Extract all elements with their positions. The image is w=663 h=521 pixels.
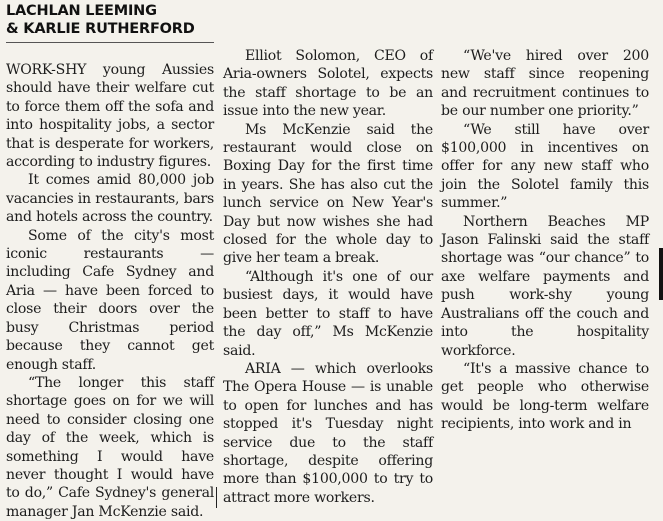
paragraph: “The longer this staff shortage goes on for we will need to consider closing one day of the week, which is something I would have never thought I would have to do,” Cafe Sydney's general manager Jan McKenzie said. xyxy=(6,374,214,520)
article-column-3 xyxy=(441,47,649,434)
byline-author-2: & KARLIE RUTHERFORD xyxy=(6,21,195,37)
byline-rule xyxy=(6,42,214,43)
paragraph: “It's a massive chance to get people who otherwise would be long-term welfare recipients, into work and in xyxy=(441,360,649,433)
byline xyxy=(6,2,195,38)
paragraph: “We still have over $100,000 in incentives on offer for any new staff who join the Solotel family this summer.” xyxy=(441,121,649,212)
paragraph: ARIA — which overlooks The Opera House — is unable to open for lunches and has stopped it's Tuesday night service due to the staff shortage, despite offering more than $100,000 to try to attract more workers. xyxy=(223,360,433,506)
paragraph: WORK-SHY young Aussies should have their welfare cut to force them off the sofa and into hospitality jobs, a sector that is desperate for workers, according to industry figures. xyxy=(6,62,214,171)
article-column-2 xyxy=(223,47,433,507)
paragraph: It comes amid 80,000 job vacancies in restaurants, bars and hotels across the country. xyxy=(6,172,214,226)
column-divider xyxy=(216,487,217,508)
article-column-1 xyxy=(6,61,214,521)
page-edge-marker xyxy=(659,248,663,300)
paragraph: Elliot Solomon, CEO of Aria-owners Solotel, expects the staff shortage to be an issue into the new year. xyxy=(223,48,433,120)
paragraph: Northern Beaches MP Jason Falinski said the staff shortage was “our chance” to axe welfare payments and push work-shy young Australians off the couch and into the hospitality workforce. xyxy=(441,213,649,359)
paragraph: Ms McKenzie said the restaurant would close on Boxing Day for the first time in years. She has also cut the lunch service on New Year's Day but now wishes she had closed for the whole day to give her team a break. xyxy=(223,121,433,267)
paragraph: Some of the city's most iconic restaurants — including Cafe Sydney and Aria — have been forced to close their doors over the busy Christmas period because they cannot get enough staff. xyxy=(6,227,214,373)
paragraph: “We've hired over 200 new staff since reopening and recruitment continues to be our number one priority.” xyxy=(441,48,649,120)
byline-author-1: LACHLAN LEEMING xyxy=(6,3,157,19)
paragraph: “Although it's one of our busiest days, it would have been better to staff to have the day off,” Ms McKenzie said. xyxy=(223,268,433,359)
